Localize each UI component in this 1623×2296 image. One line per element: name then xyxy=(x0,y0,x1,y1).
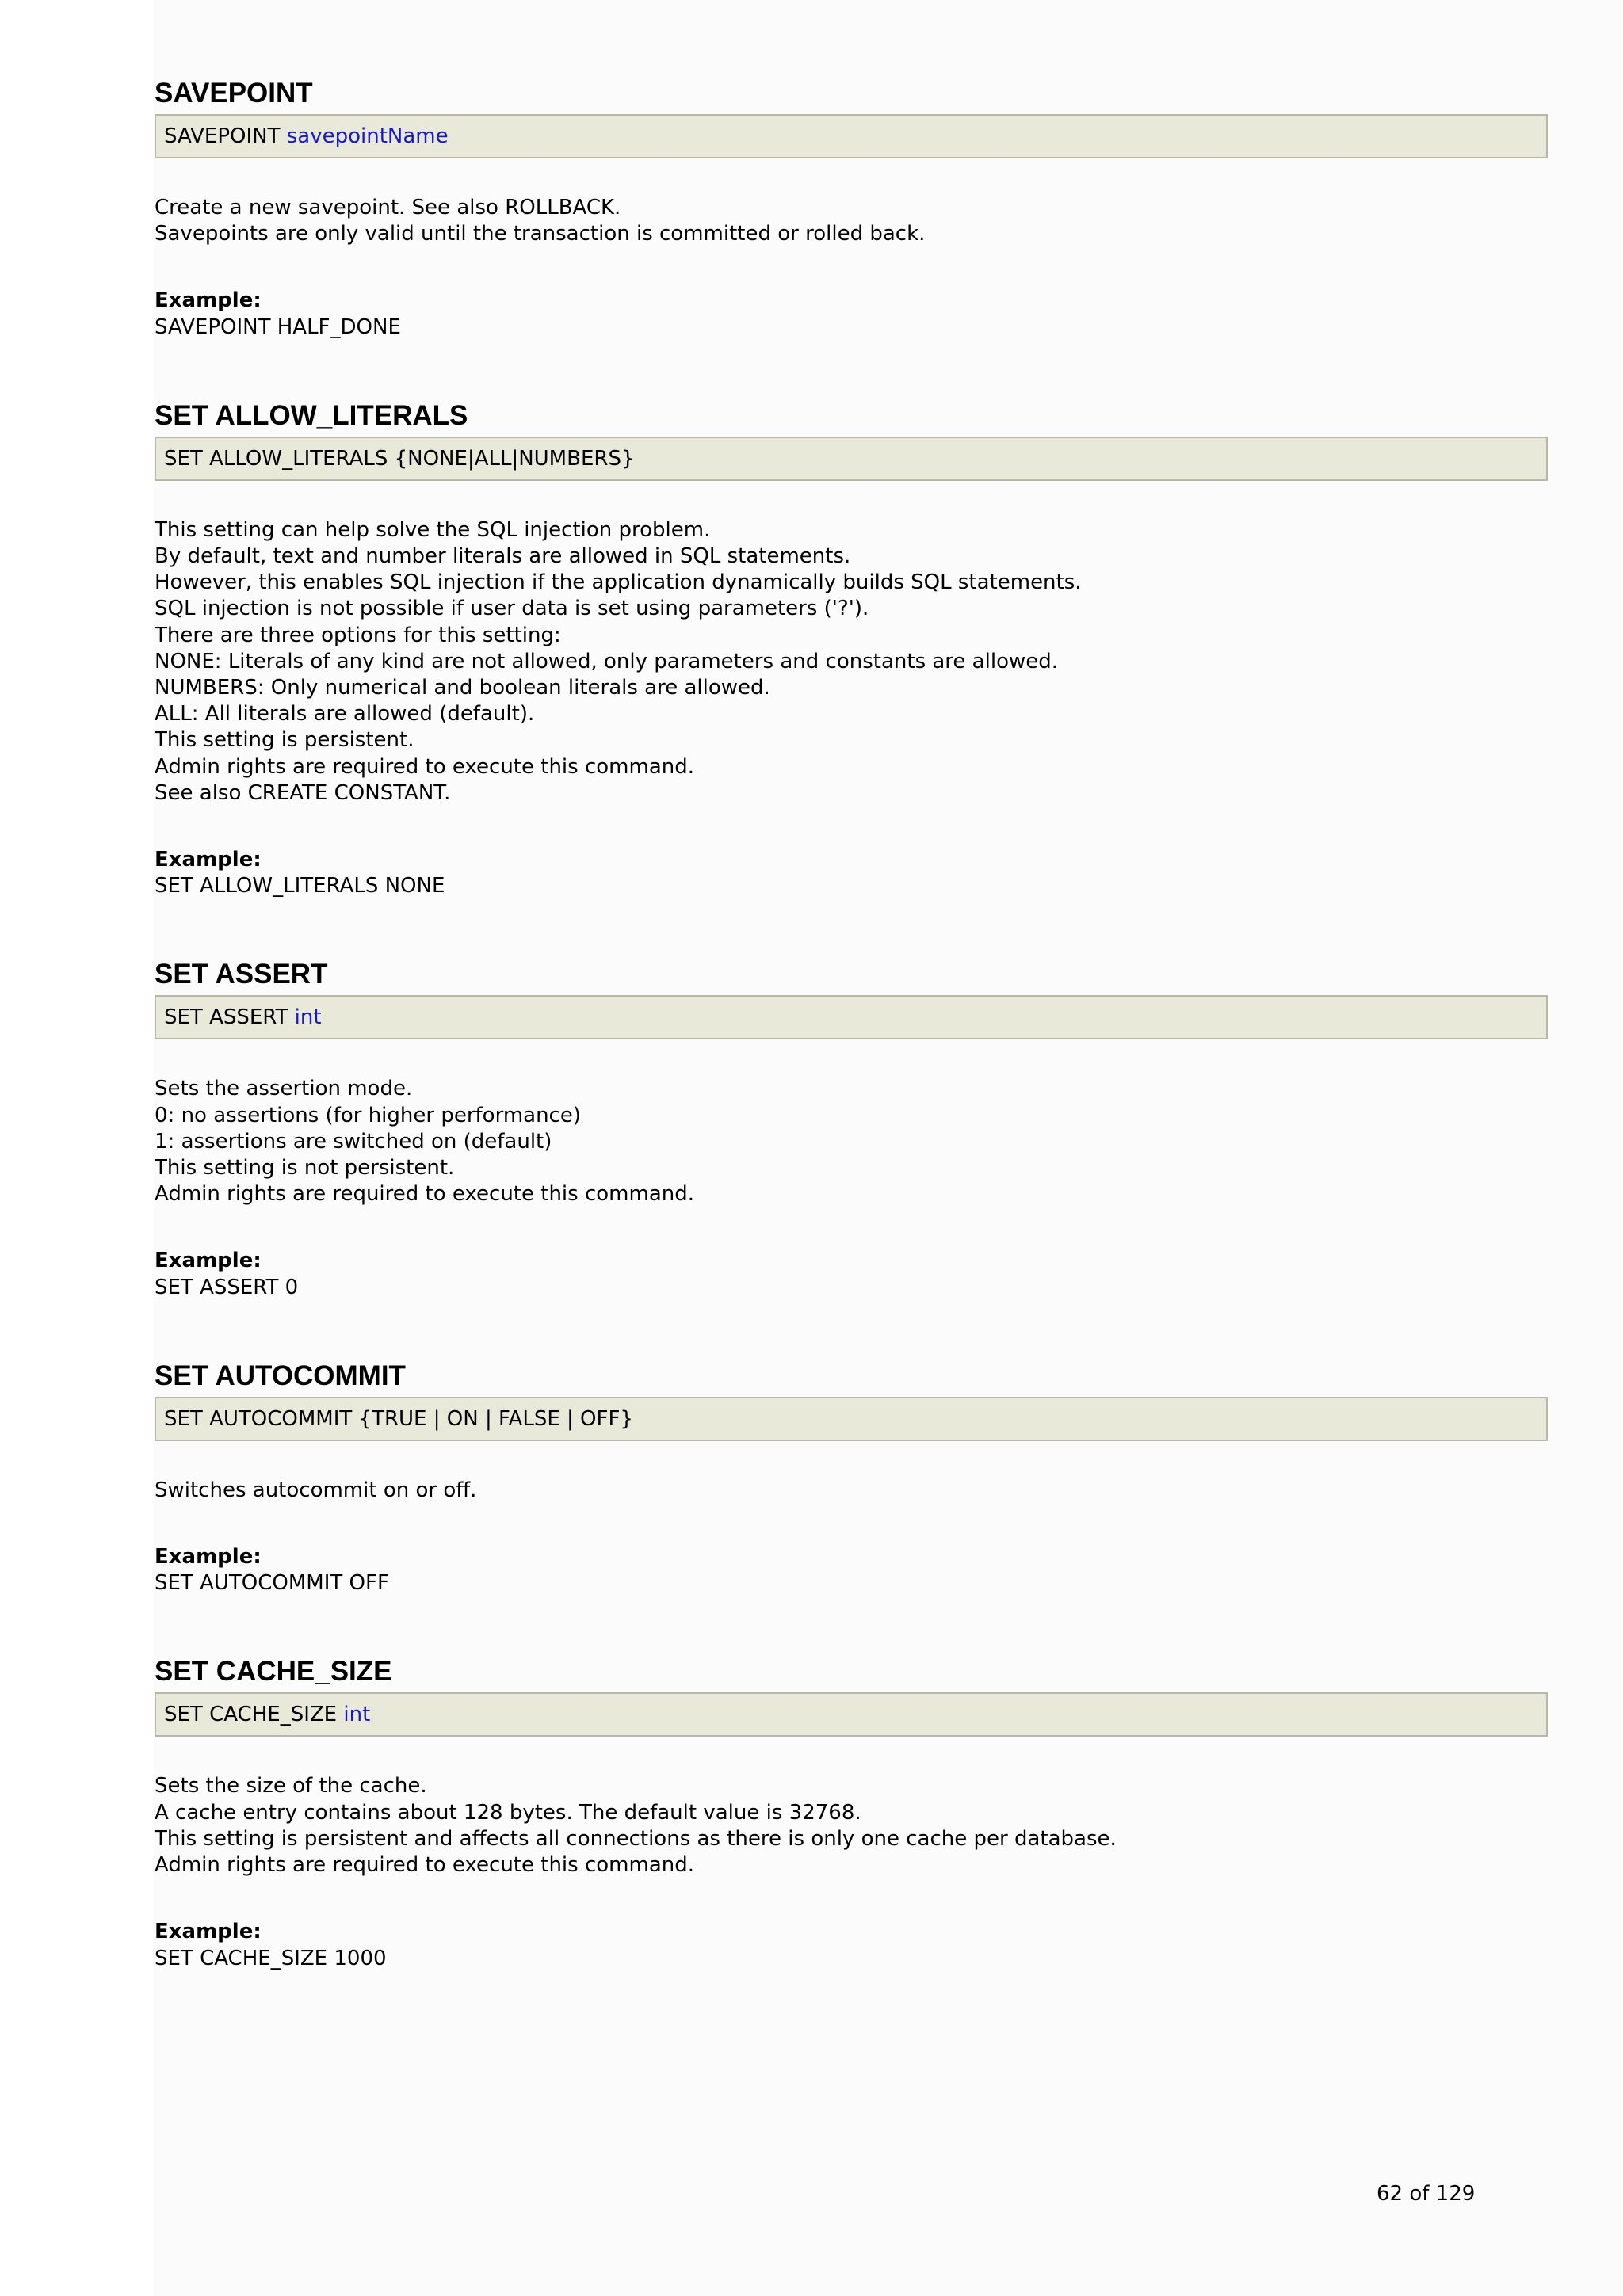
syntax-keyword: SET AUTOCOMMIT {TRUE | ON | FALSE | OFF} xyxy=(164,1406,633,1431)
syntax-parameter-link[interactable]: int xyxy=(343,1703,371,1727)
example-code: SET ASSERT 0 xyxy=(155,1275,299,1299)
example-block xyxy=(155,1919,1548,1971)
syntax-keyword: SET ASSERT xyxy=(164,1005,288,1030)
example-label: Example: xyxy=(155,1545,262,1569)
syntax-keyword: SAVEPOINT xyxy=(164,124,281,148)
description-line: Switches autocommit on or off. xyxy=(155,1478,477,1502)
example-code: SET AUTOCOMMIT OFF xyxy=(155,1571,389,1596)
example-label: Example: xyxy=(155,1920,262,1944)
description-line: By default, text and number literals are allowed in SQL statements. xyxy=(155,544,851,569)
example-code: SET CACHE_SIZE 1000 xyxy=(155,1946,387,1970)
section-title: SET AUTOCOMMIT xyxy=(155,1360,406,1391)
syntax-parameter-link[interactable]: savepointName xyxy=(286,124,449,148)
section-title: SET CACHE_SIZE xyxy=(155,1656,392,1688)
syntax-box xyxy=(155,1397,1548,1441)
section-description xyxy=(155,1076,1548,1207)
section-set-autocommit xyxy=(155,1357,1548,1597)
example-code: SAVEPOINT HALF_DONE xyxy=(155,315,401,339)
section-set-assert xyxy=(155,955,1548,1300)
description-line: Admin rights are required to execute this command. xyxy=(155,1853,695,1878)
description-line: This setting is persistent. xyxy=(155,728,414,753)
example-block xyxy=(155,847,1548,899)
description-line: A cache entry contains about 128 bytes. The default value is 32768. xyxy=(155,1800,861,1825)
example-label: Example: xyxy=(155,848,262,872)
description-line: 0: no assertions (for higher performance) xyxy=(155,1103,581,1127)
section-description xyxy=(155,1478,1548,1504)
section-set-allow-literals xyxy=(155,397,1548,900)
syntax-box xyxy=(155,1692,1548,1737)
syntax-box xyxy=(155,437,1548,481)
example-block xyxy=(155,1544,1548,1596)
example-code: SET ALLOW_LITERALS NONE xyxy=(155,874,445,898)
section-title: SET ASSERT xyxy=(155,959,328,990)
section-title: SET ALLOW_LITERALS xyxy=(155,399,468,431)
description-line: Savepoints are only valid until the transaction is committed or rolled back. xyxy=(155,222,926,246)
description-line: SQL injection is not possible if user data is set using parameters ('?'). xyxy=(155,597,869,621)
description-line: ALL: All literals are allowed (default). xyxy=(155,702,535,727)
syntax-box xyxy=(155,995,1548,1039)
description-line: Sets the assertion mode. xyxy=(155,1077,413,1101)
description-line: Admin rights are required to execute this command. xyxy=(155,1182,695,1207)
section-set-cache-size xyxy=(155,1653,1548,1971)
section-savepoint xyxy=(155,74,1548,341)
syntax-keyword: SET CACHE_SIZE xyxy=(164,1703,338,1727)
example-block xyxy=(155,288,1548,340)
description-line: Admin rights are required to execute this command. xyxy=(155,754,695,779)
syntax-keyword: SET ALLOW_LITERALS {NONE|ALL|NUMBERS} xyxy=(164,446,635,471)
syntax-box xyxy=(155,114,1548,158)
section-description xyxy=(155,517,1548,807)
example-block xyxy=(155,1248,1548,1300)
section-description xyxy=(155,1773,1548,1878)
description-line: Create a new savepoint. See also ROLLBACK. xyxy=(155,196,621,219)
section-title: SAVEPOINT xyxy=(155,78,313,109)
example-label: Example: xyxy=(155,1249,262,1273)
description-line: See also CREATE CONSTANT. xyxy=(155,780,451,805)
description-line: This setting can help solve the SQL injection problem. xyxy=(155,517,711,542)
document-content xyxy=(155,74,1548,1972)
description-line: 1: assertions are switched on (default) xyxy=(155,1129,552,1154)
description-line: NUMBERS: Only numerical and boolean literals are allowed. xyxy=(155,676,770,700)
description-line: This setting is not persistent. xyxy=(155,1156,455,1180)
example-label: Example: xyxy=(155,288,262,313)
description-line: There are three options for this setting: xyxy=(155,623,561,647)
section-description xyxy=(155,195,1548,247)
syntax-parameter-link[interactable]: int xyxy=(294,1005,322,1030)
description-line: Sets the size of the cache. xyxy=(155,1774,427,1798)
description-line: NONE: Literals of any kind are not allowed, only parameters and constants are allowed. xyxy=(155,649,1059,673)
page-number: 62 of 129 xyxy=(1377,2182,1476,2206)
description-line: This setting is persistent and affects all connections as there is only one cache per database. xyxy=(155,1826,1117,1851)
description-line: However, this enables SQL injection if the application dynamically builds SQL statements. xyxy=(155,570,1082,595)
